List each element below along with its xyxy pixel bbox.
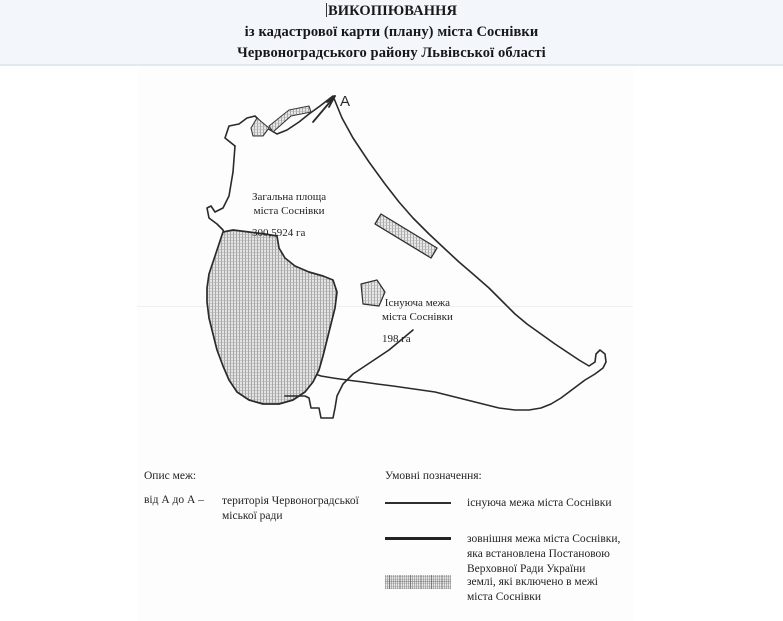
direction-marker-a-label: А: [340, 93, 351, 110]
existing-border-label-line-2: міста Соснівки: [382, 311, 453, 323]
legend-text-line-1: зовнішня межа міста Соснівки,: [467, 533, 621, 545]
included-land-notch-top: [251, 118, 269, 136]
included-land-diagonal-strip: [375, 214, 437, 258]
page-title: [0, 1, 783, 22]
boundary-description-title: Опис меж:: [144, 470, 197, 482]
legend-swatch-existing-border-line: [385, 502, 451, 504]
cadastral-map-drawing: [137, 66, 633, 466]
total-area-value: 300,5924 га: [252, 227, 306, 239]
existing-border-label-line-1: Існуюча межа: [384, 297, 451, 309]
page-subtitle-line-2: Червоноградського району Львівської області: [237, 45, 546, 61]
legend-swatch-outer-border-line: [385, 537, 451, 540]
legend-text-included-lands: [467, 575, 642, 605]
document-title-block: [0, 1, 783, 64]
page-title-text: ВИКОПІЮВАННЯ: [327, 3, 458, 19]
boundary-description-line-1: територія Червоноградської: [222, 495, 359, 507]
boundary-description-line-2: міської ради: [222, 510, 283, 522]
boundary-description-text: [222, 494, 372, 524]
total-area-label: [252, 190, 326, 218]
legend-text-line-3: Верховної Ради України: [467, 563, 586, 575]
page-subtitle-line-1: із кадастрової карти (плану) міста Соснівки: [244, 24, 539, 40]
legend-text-outer-border: [467, 532, 642, 577]
total-area-label-line-2: міста Соснівки: [253, 205, 325, 217]
map-legend: [137, 470, 633, 620]
scanned-map-document: [137, 66, 633, 621]
legend-text-line-2: міста Соснівки: [467, 591, 542, 603]
existing-border-label: [382, 296, 453, 324]
existing-border-value: 198 га: [382, 333, 411, 345]
total-area-label-line-1: Загальна площа: [252, 191, 327, 203]
text-cursor: [326, 3, 327, 17]
boundary-description-key: від А до А –: [144, 494, 204, 506]
legend-text-line-1: існуюча межа міста Соснівки: [467, 497, 612, 509]
document-header-band: [0, 0, 783, 66]
legend-title: Умовні позначення:: [385, 470, 482, 482]
legend-text-line-2: яка встановлена Постановою: [467, 548, 610, 560]
legend-text-existing-border: [467, 496, 642, 511]
legend-swatch-included-lands-hatch: [385, 575, 451, 589]
included-land-main-polygon: [207, 230, 337, 404]
legend-text-line-1: землі, які включено в межі: [467, 576, 598, 588]
